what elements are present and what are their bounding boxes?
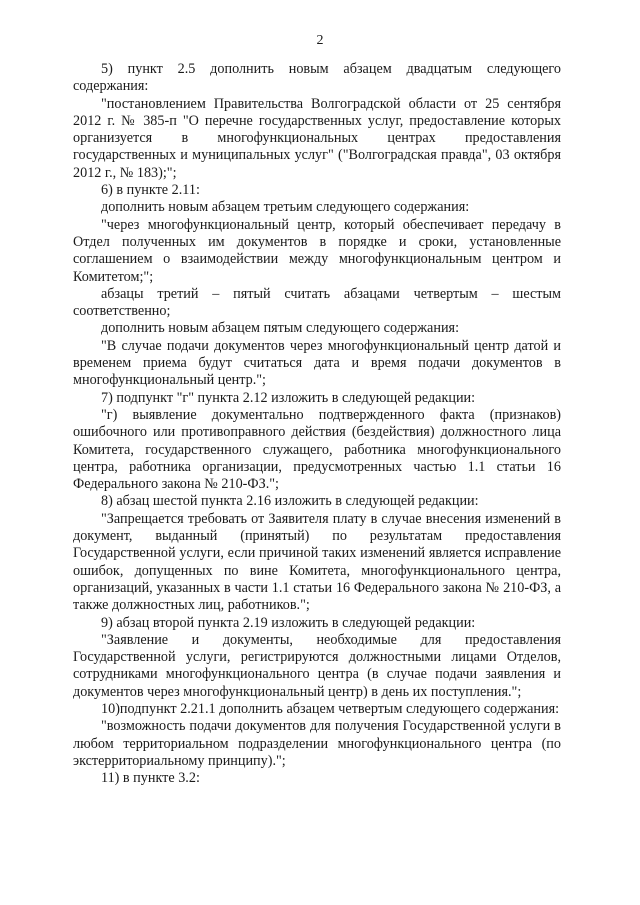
paragraph-item-10: 10)подпункт 2.21.1 дополнить абзацем четвертым следующего содержания: <box>101 700 560 717</box>
paragraph-quote-subitem-g: "г) выявление документально подтвержденного факта (признаков) ошибочного или противоправного действия (бездействия) должностного лица Комитета, государственного служащего, работника многофункционального центра, работника организации, предусмотренных частью 1.1 статьи 16 Федерального закона № 210-ФЗ."; <box>73 406 561 493</box>
paragraph-add-third: дополнить новым абзацем третьим следующего содержания: <box>101 199 470 216</box>
document-body <box>73 61 561 787</box>
paragraph-renumber: абзацы третий – пятый считать абзацами четвертым – шестым соответственно; <box>73 285 561 320</box>
paragraph-item-9: 9) абзац второй пункта 2.19 изложить в следующей редакции: <box>101 614 476 631</box>
paragraph-item-8: 8) абзац шестой пункта 2.16 изложить в следующей редакции: <box>101 493 479 510</box>
paragraph-quote-registration: "Заявление и документы, необходимые для предоставления Государственной услуги, регистрируются должностными лицами Отделов, сотрудниками многофункционального центра (в случае подачи заявления и документов через многофункциональный центр) в день их поступления."; <box>73 631 561 700</box>
paragraph-quote-fee-prohibition: "Запрещается требовать от Заявителя плату в случае внесения изменений в документ, выданный (принятый) по результатам предоставления Государственной услуги, если причиной таких изменений является исправление ошибок, допущенных по вине Комитета, многофункционального центра, организаций, указанных в части 1.1 статьи 16 Федерального закона № 210-ФЗ, а также должностных лиц, работников."; <box>73 510 561 614</box>
paragraph-item-11: 11) в пункте 3.2: <box>101 770 200 787</box>
paragraph-add-fifth: дополнить новым абзацем пятым следующего содержания: <box>101 320 460 337</box>
paragraph-item-6: 6) в пункте 2.11: <box>101 182 200 199</box>
paragraph-quote-resolution-385: "постановлением Правительства Волгоградской области от 25 сентября 2012 г. № 385-п "О перечне государственных услуг, предоставление которых организуется в многофункциональных центрах предоставления государственных и муниципальных услуг" ("Волгоградская правда", 03 октября 2012 г., № 183);"; <box>73 95 561 181</box>
paragraph-item-7: 7) подпункт "г" пункта 2.12 изложить в следующей редакции: <box>101 389 476 406</box>
paragraph-quote-extraterritorial: "возможность подачи документов для получения Государственной услуги в любом территориальном подразделении многофункционального центра (по экстерриториальному принципу)."; <box>73 718 561 769</box>
paragraph-item-5: 5) пункт 2.5 дополнить новым абзацем двадцатым следующего содержания: <box>73 61 561 95</box>
paragraph-quote-mfc-date: "В случае подачи документов через многофункциональный центр датой и временем приема будут считаться дата и время подачи документов в многофункциональный центр."; <box>73 337 561 389</box>
page-number: 2 <box>316 33 324 48</box>
paragraph-quote-mfc-transfer: "через многофункциональный центр, который обеспечивает передачу в Отдел полученных им документов в порядке и сроки, установленные соглашением о взаимодействии между многофункциональным центром и Комитетом;"; <box>73 216 561 285</box>
